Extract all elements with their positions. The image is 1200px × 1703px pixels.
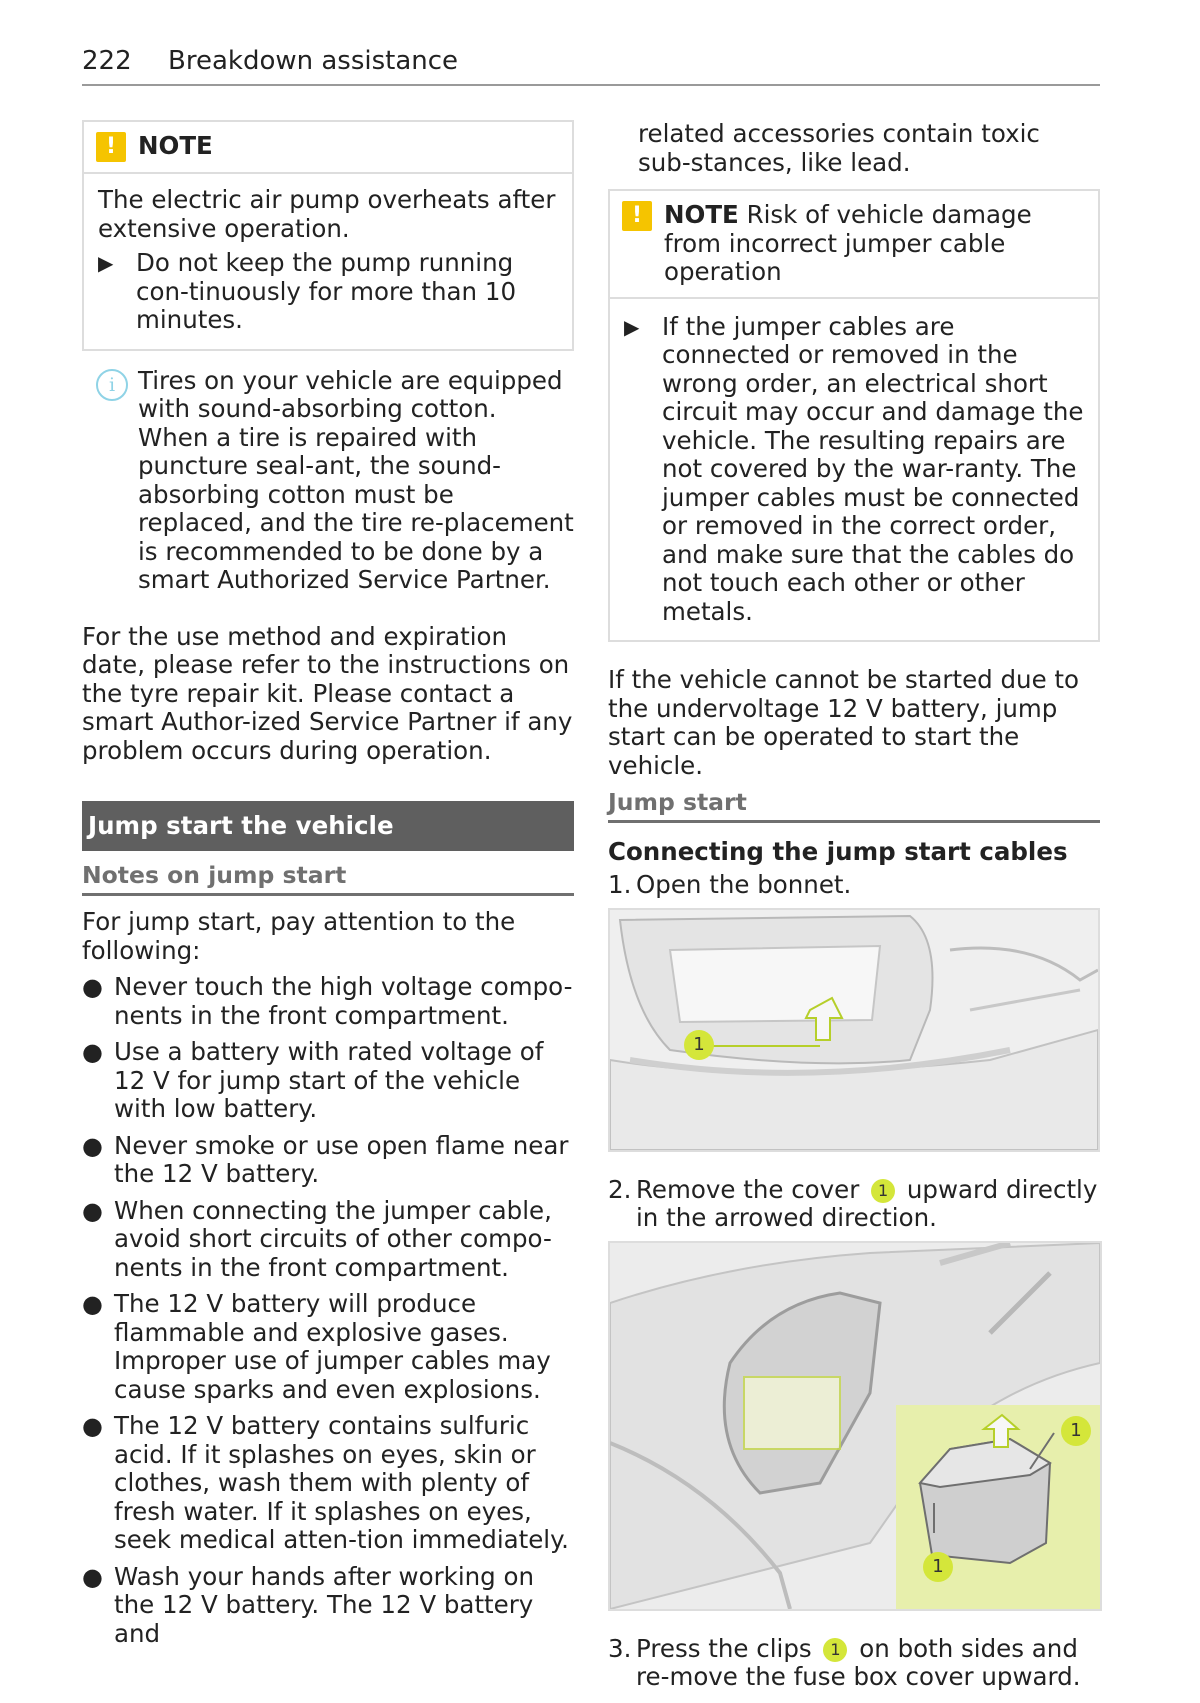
note-instruction xyxy=(624,313,1084,627)
undervoltage-paragraph: If the vehicle cannot be started due to the undervoltage 12 V battery, jump start can be operated to start the vehicle. xyxy=(608,665,1080,780)
jump-start-bullet-list xyxy=(82,973,574,1648)
list-item: ● Never smoke or use open flame near the 12 V battery. xyxy=(82,1130,569,1188)
jumper-note-box xyxy=(608,189,1100,642)
right-column xyxy=(608,120,1100,1692)
list-item: ● Use a battery with rated voltage of 12 V for jump start of the vehicle with low battery. xyxy=(82,1037,544,1123)
subsection-title: Jump start xyxy=(608,784,1100,823)
note-title: NOTE Risk of vehicle damage from incorrect jumper cable operation xyxy=(664,200,1032,286)
page-number: 222 xyxy=(82,46,132,76)
info-icon: i xyxy=(96,369,128,401)
warning-icon: ! xyxy=(622,201,652,231)
note-header xyxy=(84,122,572,174)
callout-1: 1 xyxy=(871,1179,895,1203)
step-2: 2. Remove the cover 1 upward directly in the arrowed direction. xyxy=(608,1174,1098,1232)
arrow-right-icon: ▶ xyxy=(98,251,114,275)
info-note xyxy=(82,367,574,595)
callout-1-top: 1 xyxy=(1061,1416,1091,1446)
bullet-icon: ● xyxy=(82,1412,103,1440)
list-item: ● The 12 V battery will produce flammable and explosive gases. Improper use of jumper cables may cause sparks and even explosions. xyxy=(82,1289,551,1404)
list-item: ● When connecting the jumper cable, avoid short circuits of other compo-nents in the front compartment. xyxy=(82,1195,552,1282)
note-body xyxy=(84,174,572,349)
bullet-icon: ● xyxy=(82,1196,103,1225)
note-instruction-text: Do not keep the pump running con-tinuously for more than 10 minutes. xyxy=(136,248,517,334)
step-3: 3. Press the clips 1 on both sides and re-move the fuse box cover upward. xyxy=(608,1633,1081,1691)
pump-note-box xyxy=(82,120,574,351)
fuse-box-figure xyxy=(608,1241,1102,1611)
note-body xyxy=(610,299,1098,641)
note-instruction-text: If the jumper cables are connected or removed in the wrong order, an electrical short circuit may occur and damage the vehicle. The resulting repairs are not covered by the war-ranty. The jumper cables must be connected or removed in the correct order, and make sure that the cables do not touch each other or other metals. xyxy=(662,311,1084,626)
fuse-box-illustration xyxy=(610,1243,1100,1609)
repair-kit-paragraph: For the use method and expiration date, please refer to the instructions on the tyre repair kit. Please contact a smart Author-ized Service Partner if any problem occurs during operation. xyxy=(82,621,573,765)
page-section-title: Breakdown assistance xyxy=(168,46,459,76)
bullet-icon: ● xyxy=(82,1290,103,1318)
info-text: Tires on your vehicle are equipped with sound-absorbing cotton. When a tire is repaired with puncture seal-ant, the sound-absorbing cotton must be replaced, and the tire re-placement is recommended to be done by a smart Authorized Service Partner. xyxy=(138,365,574,594)
list-item: ● Never touch the high voltage compo-nents in the front compartment. xyxy=(82,972,573,1030)
page-header xyxy=(82,44,1100,86)
list-item: ● The 12 V battery contains sulfuric acid. If it splashes on eyes, skin or clothes, wash them with plenty of fresh water. If it splashes on eyes, seek medical atten-tion immediately. xyxy=(82,1411,569,1554)
callout-1-bottom: 1 xyxy=(923,1552,953,1582)
arrow-right-icon: ▶ xyxy=(624,314,640,339)
step-1: 1. Open the bonnet. xyxy=(608,870,852,899)
procedure-heading: Connecting the jump start cables xyxy=(608,837,1068,866)
bullet-icon: ● xyxy=(82,973,103,1001)
note-label: NOTE xyxy=(138,131,213,160)
bonnet-illustration xyxy=(610,910,1098,1150)
warning-icon: ! xyxy=(96,132,126,162)
callout-1: 1 xyxy=(684,1030,714,1060)
jump-start-intro: For jump start, pay attention to the following: xyxy=(82,907,516,965)
note-text: The electric air pump overheats after extensive operation. xyxy=(98,185,556,243)
note-header xyxy=(610,191,1098,299)
bullet-icon: ● xyxy=(82,1131,103,1160)
bonnet-open-figure xyxy=(608,908,1100,1152)
list-item: ● Wash your hands after working on the 12 V battery. The 12 V battery and xyxy=(82,1561,535,1648)
left-column xyxy=(82,120,574,1648)
continued-text: related accessories contain toxic sub-stances, like lead. xyxy=(638,119,1040,177)
note-instruction xyxy=(98,249,558,335)
subsection-title: Notes on jump start xyxy=(82,857,574,896)
bullet-icon: ● xyxy=(82,1038,103,1066)
section-title-bar: Jump start the vehicle xyxy=(82,801,574,851)
bullet-icon: ● xyxy=(82,1562,103,1591)
callout-1: 1 xyxy=(823,1638,847,1662)
